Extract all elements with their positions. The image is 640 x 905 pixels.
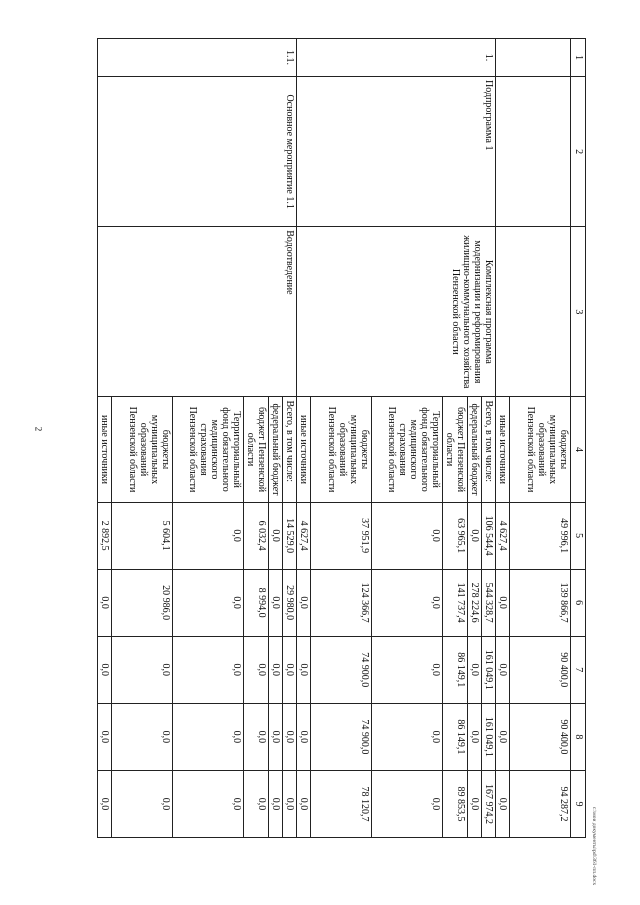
value-cell: 0,0 <box>269 569 283 636</box>
rotated-page <box>78 38 586 838</box>
source-cell: иные источники <box>98 397 112 502</box>
header-cell: 5 <box>571 502 586 569</box>
source-cell: бюджеты муниципальных образований Пензенской области <box>112 397 173 502</box>
row-number-cell <box>496 39 571 77</box>
value-cell: 8 994,0 <box>244 569 269 636</box>
value-cell: 0,0 <box>496 636 510 703</box>
value-cell: 106 544,4 <box>482 502 496 569</box>
value-cell: 0,0 <box>372 770 443 837</box>
value-cell: 141 737,4 <box>443 569 468 636</box>
value-cell: 63 965,1 <box>443 502 468 569</box>
header-row <box>571 39 586 838</box>
source-cell: иные источники <box>297 397 311 502</box>
value-cell: 20 986,0 <box>112 569 173 636</box>
source-cell: Территориальный фонд обязательного медицинского страхования Пензенской области <box>173 397 244 502</box>
value-cell: 0,0 <box>112 636 173 703</box>
value-cell: 78 120,7 <box>311 770 372 837</box>
value-cell: 0,0 <box>297 770 311 837</box>
value-cell: 29 980,0 <box>283 569 297 636</box>
value-cell: 0,0 <box>269 770 283 837</box>
value-cell: 14 529,0 <box>283 502 297 569</box>
source-cell: бюджеты муниципальных образований Пензенской области <box>311 397 372 502</box>
value-cell: 0,0 <box>112 770 173 837</box>
value-cell: 0,0 <box>173 569 244 636</box>
value-cell: 0,0 <box>244 636 269 703</box>
value-cell: 0,0 <box>468 502 482 569</box>
value-cell: 0,0 <box>468 703 482 770</box>
program-cell <box>496 77 571 227</box>
value-cell: 86 149,1 <box>443 703 468 770</box>
value-cell: 139 866,7 <box>510 569 571 636</box>
row-number-cell: 1.1. <box>98 39 297 77</box>
value-cell: 0,0 <box>297 636 311 703</box>
value-cell: 0,0 <box>496 703 510 770</box>
header-cell: 6 <box>571 569 586 636</box>
source-cell: бюджет Пензенской области <box>244 397 269 502</box>
value-cell: 0,0 <box>283 636 297 703</box>
value-cell: 0,0 <box>173 703 244 770</box>
source-cell: бюджеты муниципальных образований Пензенской области <box>510 397 571 502</box>
value-cell: 278 224,6 <box>468 569 482 636</box>
value-cell: 0,0 <box>98 770 112 837</box>
program-cell: Основное мероприятие 1.1 <box>98 77 297 227</box>
value-cell: 0,0 <box>372 569 443 636</box>
value-cell: 86 149,1 <box>443 636 468 703</box>
value-cell: 0,0 <box>297 703 311 770</box>
header-cell: 8 <box>571 703 586 770</box>
value-cell: 0,0 <box>297 569 311 636</box>
value-cell: 0,0 <box>269 703 283 770</box>
source-cell: Всего, в том числе: <box>283 397 297 502</box>
value-cell: 74 900,0 <box>311 703 372 770</box>
value-cell: 94 287,2 <box>510 770 571 837</box>
row-number-cell: 1. <box>297 39 496 77</box>
value-cell: 74 900,0 <box>311 636 372 703</box>
footer-file-path: c:\мои документы\pd\361-пп.docx <box>591 806 598 886</box>
value-cell: 0,0 <box>98 569 112 636</box>
page-number: 2 <box>33 426 44 432</box>
source-cell: федеральный бюджет <box>269 397 283 502</box>
source-cell: федеральный бюджет <box>468 397 482 502</box>
value-cell: 0,0 <box>468 770 482 837</box>
budget-table <box>97 38 586 838</box>
value-cell: 37 951,9 <box>311 502 372 569</box>
value-cell: 4 627,4 <box>297 502 311 569</box>
value-cell: 6 032,4 <box>244 502 269 569</box>
value-cell: 49 996,1 <box>510 502 571 569</box>
value-cell: 0,0 <box>112 703 173 770</box>
value-cell: 0,0 <box>173 636 244 703</box>
value-cell: 0,0 <box>173 770 244 837</box>
source-cell: бюджет Пензенской области <box>443 397 468 502</box>
value-cell: 0,0 <box>98 703 112 770</box>
value-cell: 161 049,1 <box>482 703 496 770</box>
value-cell: 544 328,7 <box>482 569 496 636</box>
header-cell: 2 <box>571 77 586 227</box>
value-cell: 0,0 <box>496 770 510 837</box>
value-cell: 4 627,4 <box>496 502 510 569</box>
value-cell: 0,0 <box>98 636 112 703</box>
header-cell: 4 <box>571 397 586 502</box>
source-cell: Всего, в том числе: <box>482 397 496 502</box>
header-cell: 3 <box>571 227 586 397</box>
value-cell: 0,0 <box>283 703 297 770</box>
value-cell: 5 604,1 <box>112 502 173 569</box>
table-row <box>510 39 571 838</box>
header-cell: 9 <box>571 770 586 837</box>
title-cell <box>496 227 571 397</box>
source-cell: Территориальный фонд обязательного медицинского страхования Пензенской области <box>372 397 443 502</box>
value-cell: 90 400,0 <box>510 703 571 770</box>
value-cell: 161 049,1 <box>482 636 496 703</box>
value-cell: 124 366,7 <box>311 569 372 636</box>
value-cell: 0,0 <box>468 636 482 703</box>
value-cell: 0,0 <box>244 703 269 770</box>
value-cell: 0,0 <box>372 703 443 770</box>
value-cell: 2 892,5 <box>98 502 112 569</box>
source-cell: иные источники <box>496 397 510 502</box>
value-cell: 0,0 <box>372 502 443 569</box>
title-cell: Комплексная программа модернизации и реформирования жилищно-коммунального хозяйства Пензенской области <box>297 227 496 397</box>
value-cell: 0,0 <box>269 502 283 569</box>
program-cell: Подпрограмма 1 <box>297 77 496 227</box>
value-cell: 90 400,0 <box>510 636 571 703</box>
value-cell: 0,0 <box>283 770 297 837</box>
value-cell: 167 974,2 <box>482 770 496 837</box>
value-cell: 0,0 <box>496 569 510 636</box>
value-cell: 0,0 <box>269 636 283 703</box>
header-cell: 1 <box>571 39 586 77</box>
table-row <box>482 39 496 838</box>
value-cell: 0,0 <box>244 770 269 837</box>
value-cell: 0,0 <box>372 636 443 703</box>
header-cell: 7 <box>571 636 586 703</box>
table-row <box>283 39 297 838</box>
value-cell: 0,0 <box>173 502 244 569</box>
title-cell: Водоотведение <box>98 227 297 397</box>
value-cell: 89 853,5 <box>443 770 468 837</box>
